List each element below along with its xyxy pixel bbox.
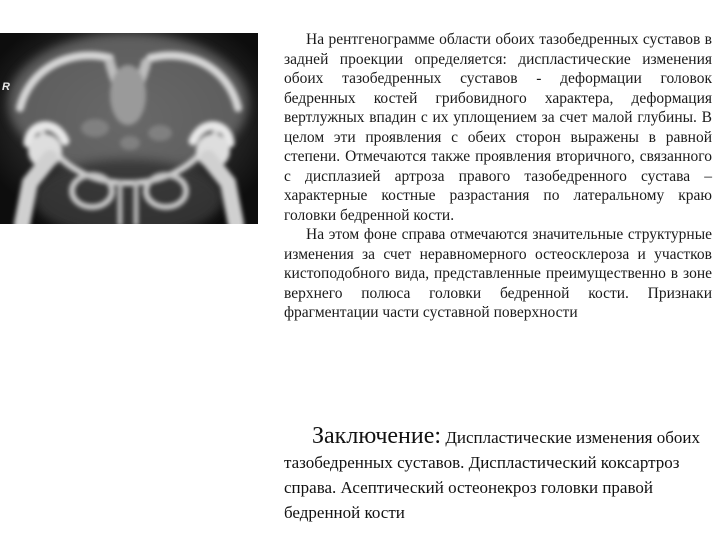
report-paragraph-2: На этом фоне справа отмечаются значительные структурные изменения за счет неравномерного остеосклероза и участков кистоподобного вида, представленные преимущественно в зоне верхнего полюса головки бедренной кости. Признаки фрагментации части суставной поверхности	[284, 226, 712, 321]
conclusion-text: Диспластические изменения обоих тазобедренных суставов. Диспластический коксартроз справа. Асептический остеонекроз головки правой бедренной кости	[284, 428, 700, 522]
xray-side-marker: R	[2, 81, 10, 93]
report-text	[284, 30, 712, 323]
pelvis-xray-image	[0, 33, 258, 224]
conclusion-block	[284, 424, 716, 525]
conclusion-heading: Заключение:	[312, 423, 442, 449]
report-paragraph-1: На рентгенограмме области обоих тазобедренных суставов в задней проекции определяется: диспластические изменения обоих тазобедренных суставов - деформации головок бедренных костей грибовидного характера, деформация вертлужных впадин с их уплощением за счет малой глубины. В целом эти проявления с обеих сторон выражены в равной степени. Отмечаются также проявления вторичного, связанного с дисплазией артроза правого тазобедренного сустава – характерные костные разрастания по латеральному краю головки бедренной кости.	[284, 31, 712, 224]
